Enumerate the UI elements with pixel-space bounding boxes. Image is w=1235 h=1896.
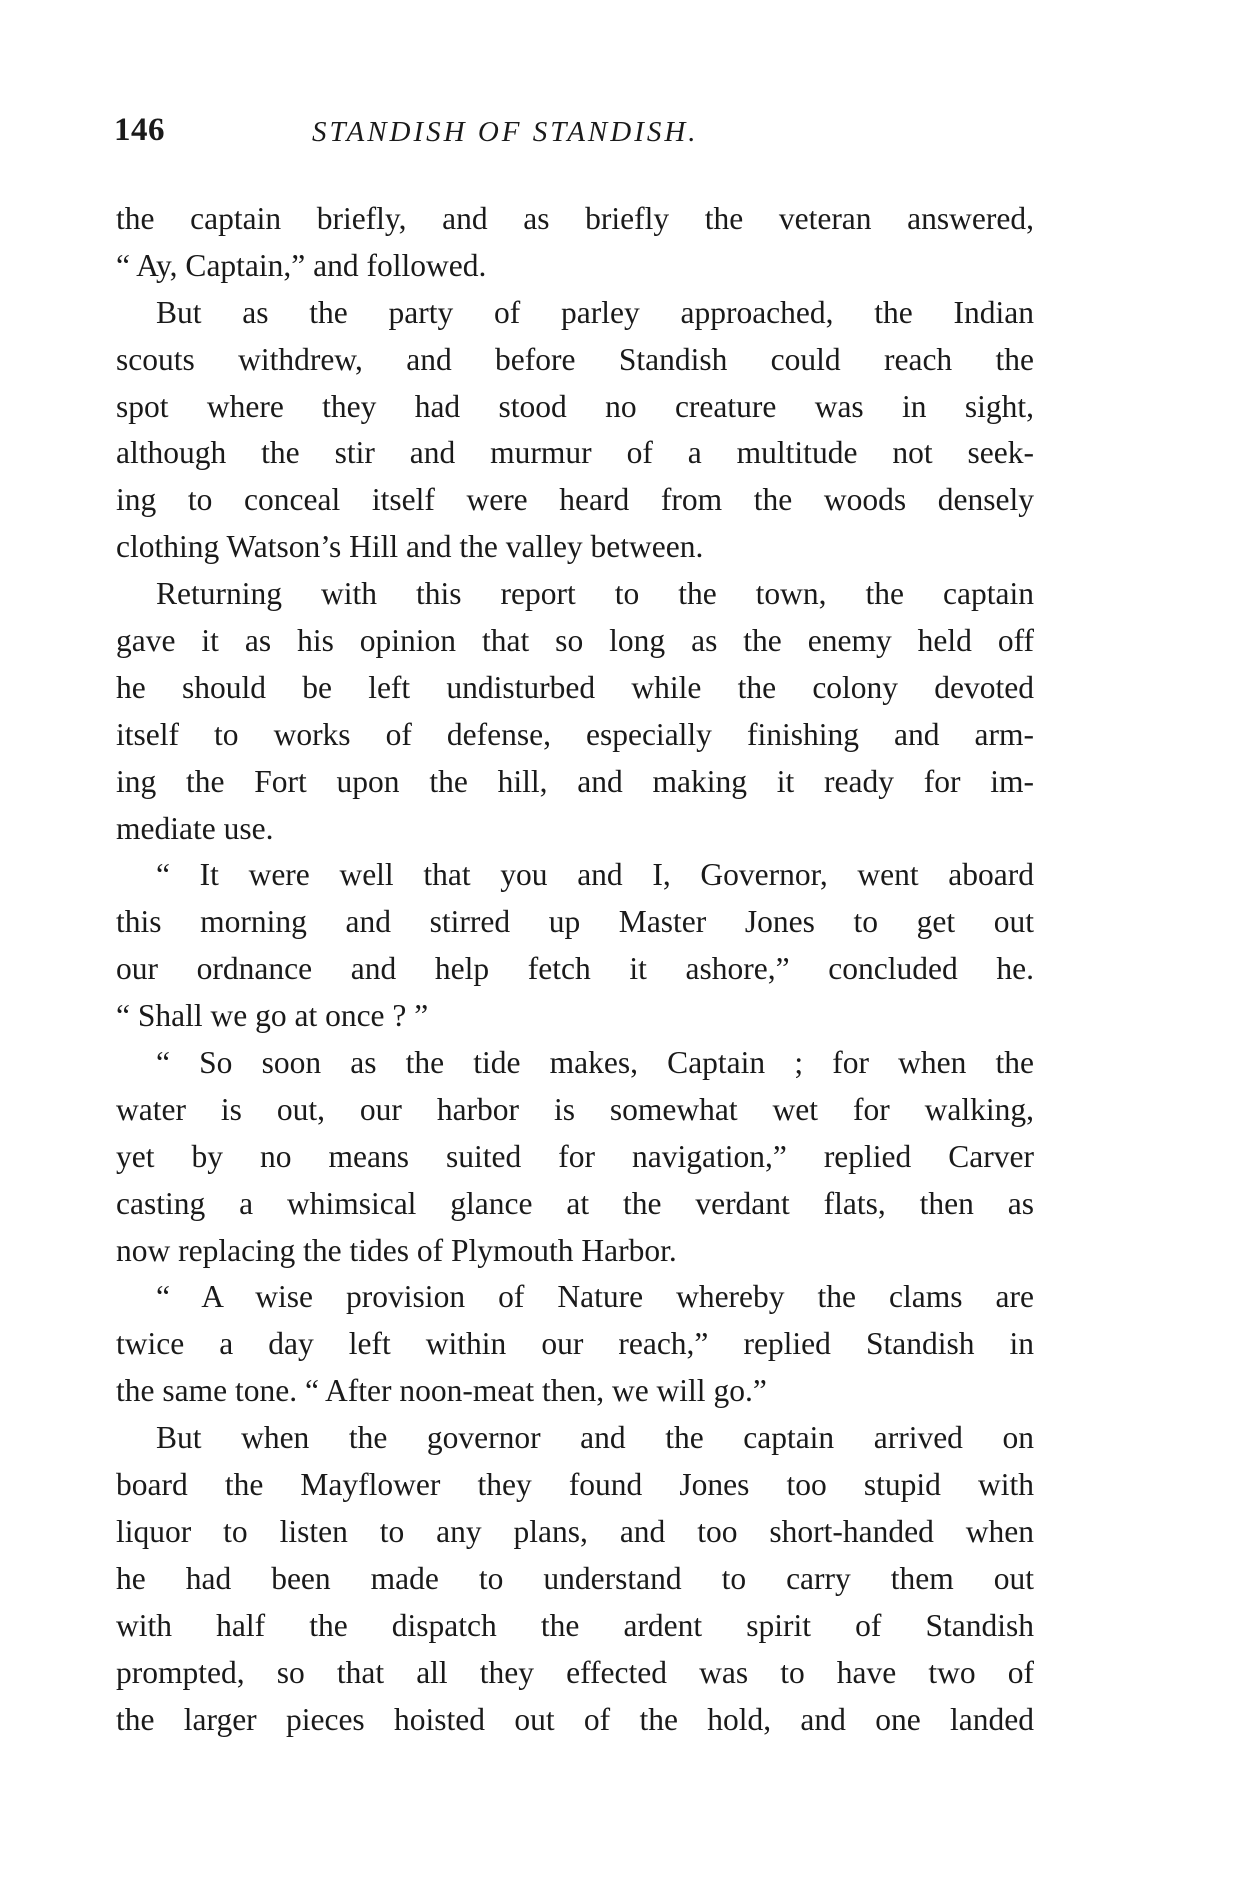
page-header	[114, 112, 1034, 162]
text-line: twice a day left within our reach,” replied Standish in	[116, 1326, 1034, 1362]
text-line: “ So soon as the tide makes, Captain ; for when the	[156, 1045, 1034, 1081]
text-line: “ Ay, Captain,” and followed.	[116, 247, 487, 283]
text-line: now replacing the tides of Plymouth Harbor.	[116, 1232, 677, 1268]
page-number: 146	[114, 112, 165, 148]
text-line: “ It were well that you and I, Governor, went aboard	[156, 857, 1034, 893]
text-line: gave it as his opinion that so long as the enemy held off	[116, 623, 1034, 659]
text-line: yet by no means suited for navigation,” replied Carver	[116, 1138, 1034, 1174]
text-line: itself to works of defense, especially finishing and arm-	[116, 716, 1034, 752]
running-title: STANDISH OF STANDISH.	[312, 116, 699, 148]
body-text	[116, 196, 1034, 1743]
text-line: spot where they had stood no creature was in sight,	[116, 388, 1034, 424]
text-line: clothing Watson’s Hill and the valley between.	[116, 529, 704, 565]
text-line: the larger pieces hoisted out of the hold, and one landed	[116, 1701, 1034, 1737]
text-line: he had been made to understand to carry them out	[116, 1560, 1034, 1596]
text-line: he should be left undisturbed while the colony devoted	[116, 669, 1034, 705]
text-line: Returning with this report to the town, the captain	[156, 576, 1034, 612]
text-line: ing to conceal itself were heard from the woods densely	[116, 482, 1034, 518]
text-line: “ Shall we go at once ? ”	[116, 998, 429, 1034]
text-line: “ A wise provision of Nature whereby the clams are	[156, 1279, 1034, 1315]
text-line: ing the Fort upon the hill, and making it ready for im-	[116, 763, 1034, 799]
text-line: the captain briefly, and as briefly the veteran answered,	[116, 201, 1034, 236]
text-line: this morning and stirred up Master Jones to get out	[116, 904, 1034, 940]
text-line: with half the dispatch the ardent spirit of Standish	[116, 1607, 1034, 1643]
text-line: the same tone. “ After noon-meat then, we will go.”	[116, 1373, 767, 1409]
text-line: mediate use.	[116, 810, 274, 846]
text-line: although the stir and murmur of a multitude not seek-	[116, 435, 1034, 471]
text-line: prompted, so that all they effected was to have two of	[116, 1654, 1034, 1690]
text-line: board the Mayflower they found Jones too stupid with	[116, 1467, 1034, 1503]
text-line: our ordnance and help fetch it ashore,” concluded he.	[116, 951, 1034, 987]
text-line: But when the governor and the captain arrived on	[156, 1420, 1034, 1456]
text-line: liquor to listen to any plans, and too short-handed when	[116, 1513, 1034, 1549]
text-line: scouts withdrew, and before Standish could reach the	[116, 341, 1034, 377]
text-line: water is out, our harbor is somewhat wet for walking,	[116, 1091, 1034, 1127]
text-line: But as the party of parley approached, the Indian	[156, 294, 1034, 330]
text-line: casting a whimsical glance at the verdant flats, then as	[116, 1185, 1034, 1221]
